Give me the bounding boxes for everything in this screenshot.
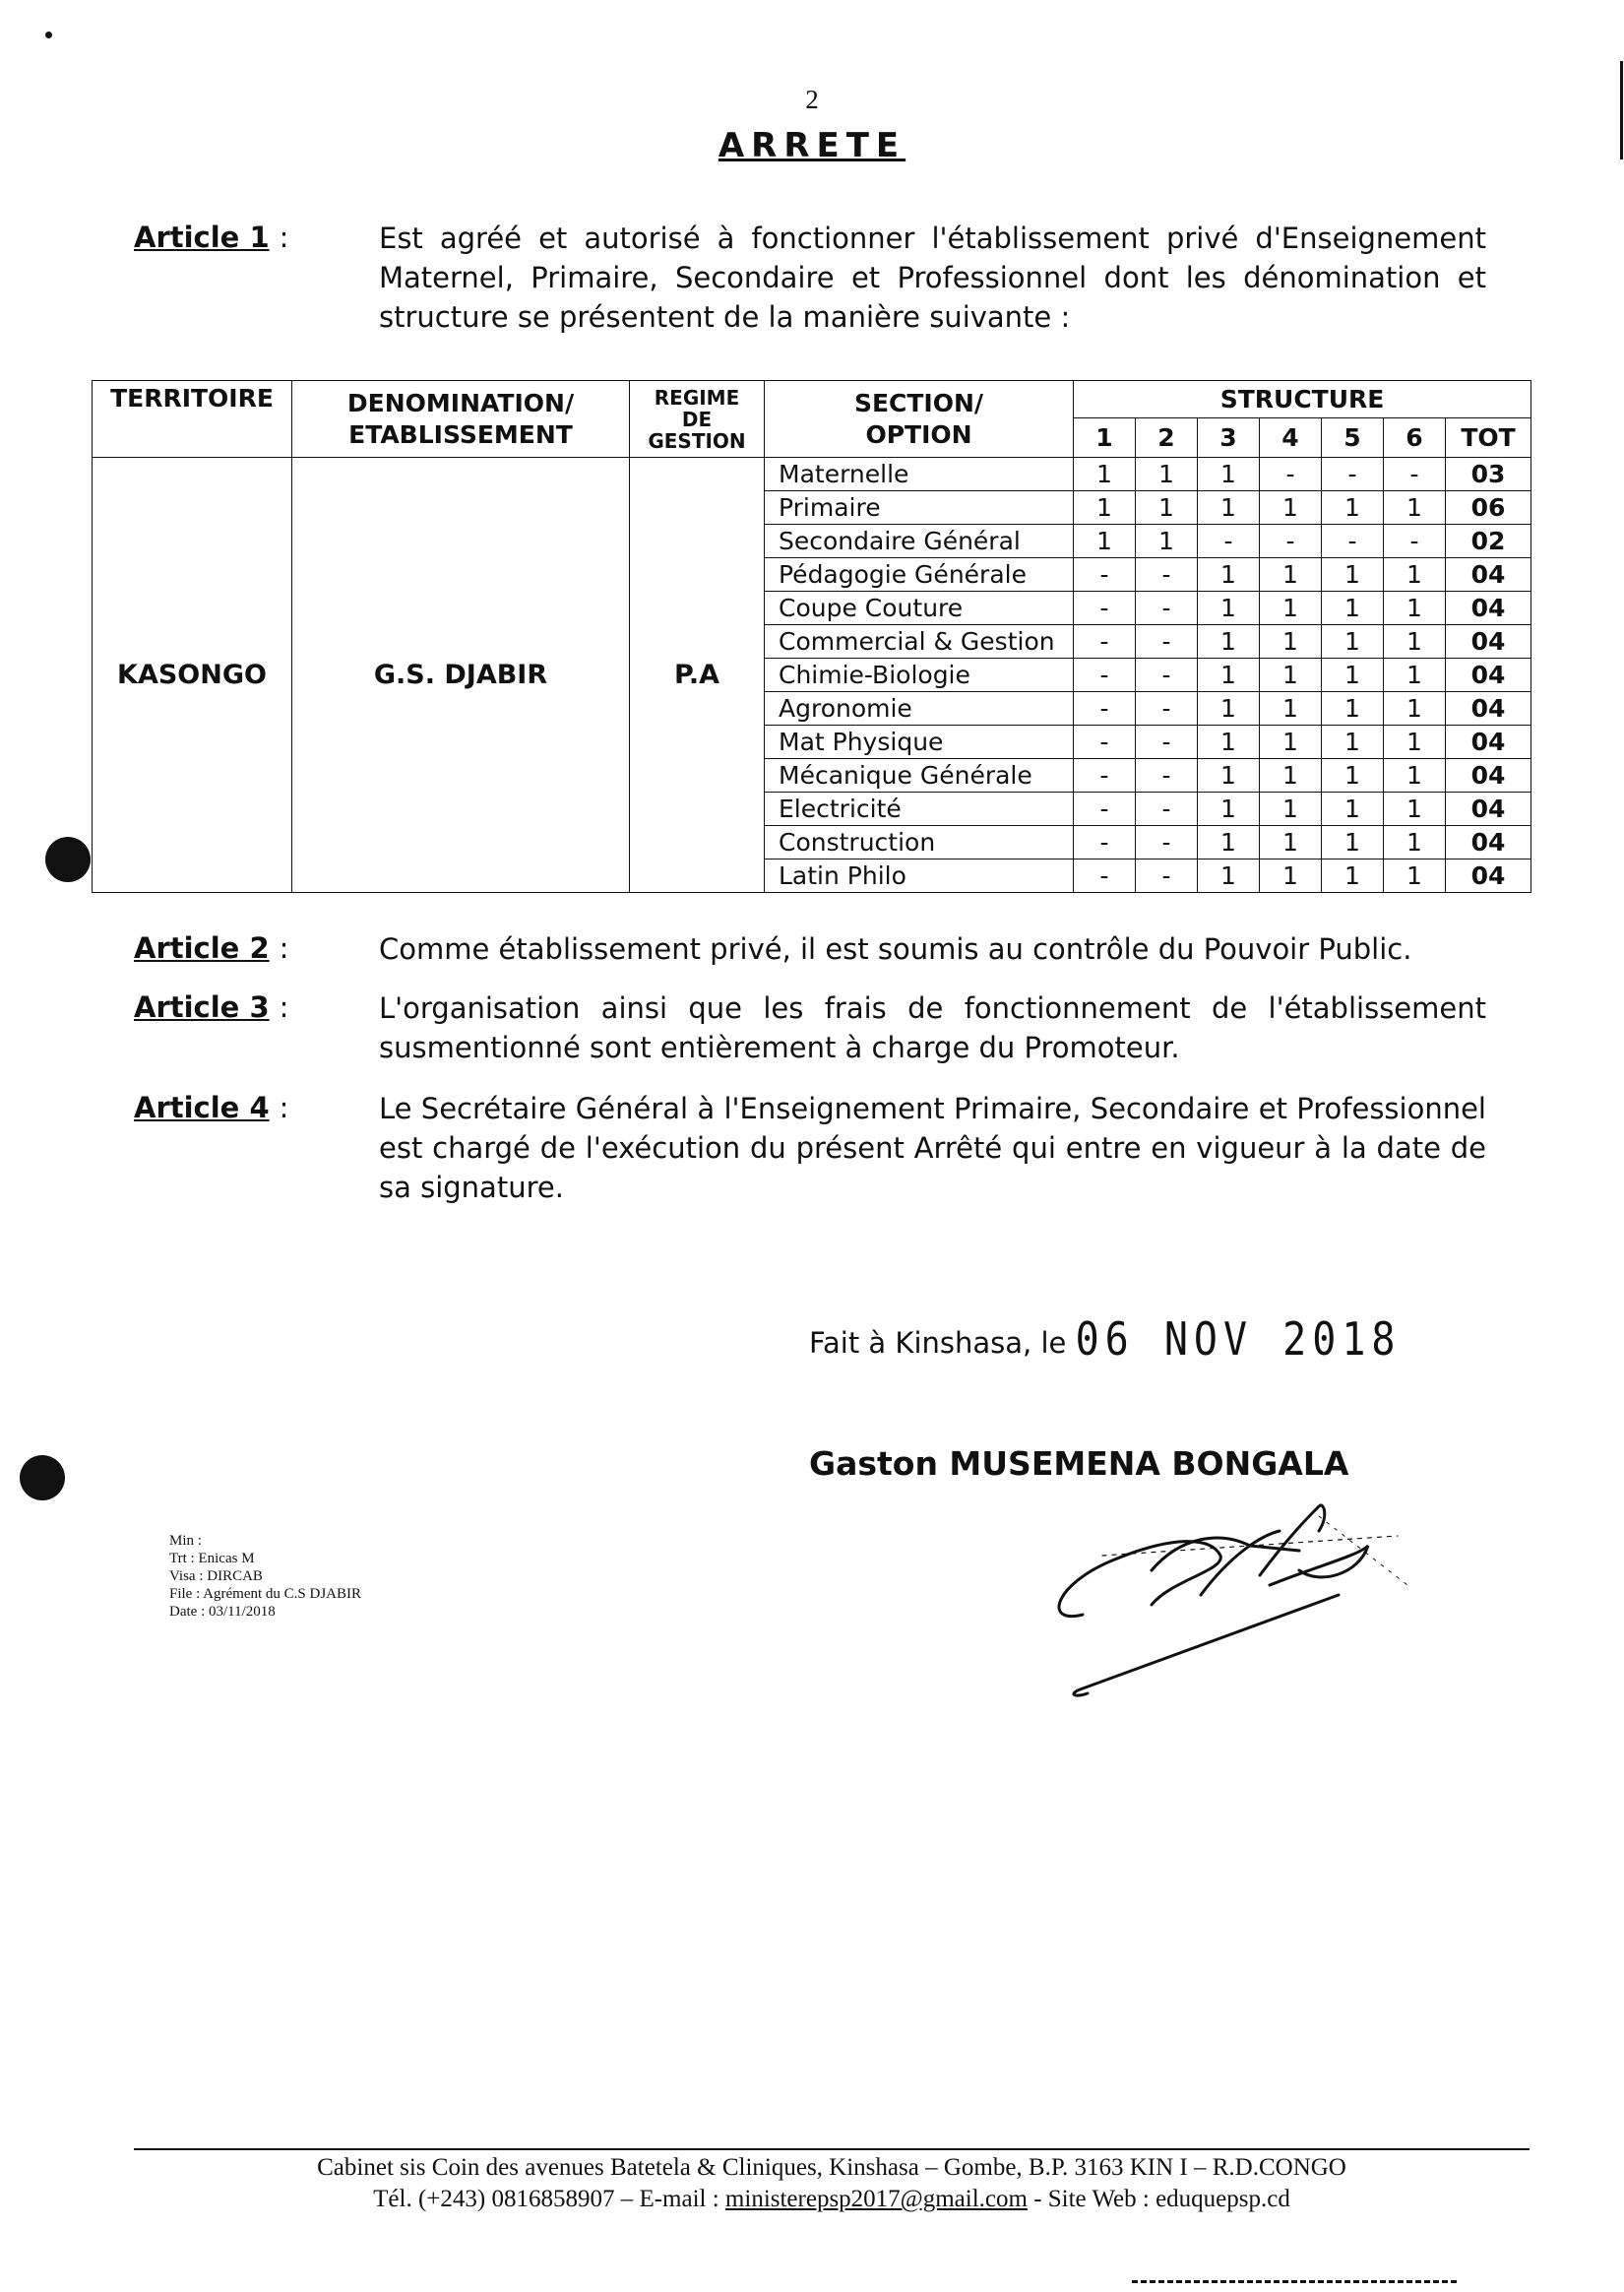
cell-section: Mécanique Générale — [765, 759, 1074, 793]
cell-year-1: 1 — [1074, 458, 1136, 491]
handwritten-signature — [1024, 1477, 1437, 1713]
cell-year-4: - — [1260, 458, 1322, 491]
cell-year-4: 1 — [1260, 625, 1322, 659]
cell-year-5: 1 — [1322, 592, 1384, 625]
cell-section: Commercial & Gestion — [765, 625, 1074, 659]
cell-year-2: 1 — [1136, 458, 1198, 491]
cell-year-6: 1 — [1384, 558, 1446, 592]
cell-section: Secondaire Général — [765, 525, 1074, 558]
signer-name: Gaston MUSEMENA BONGALA — [809, 1444, 1349, 1483]
cell-year-6: 1 — [1384, 592, 1446, 625]
header-regime-line1: REGIME — [654, 385, 740, 410]
cell-total: 04 — [1446, 692, 1531, 726]
ref-visa: Visa : DIRCAB — [169, 1568, 263, 1584]
cell-year-4: 1 — [1260, 793, 1322, 826]
cell-year-1: - — [1074, 759, 1136, 793]
cell-year-6: 1 — [1384, 625, 1446, 659]
cell-year-6: - — [1384, 525, 1446, 558]
cell-year-2: 1 — [1136, 491, 1198, 525]
speck-mark — [45, 32, 52, 38]
cell-total: 04 — [1446, 860, 1531, 893]
cell-year-1: 1 — [1074, 525, 1136, 558]
cell-territoire: KASONGO — [93, 458, 292, 893]
cell-year-3: 1 — [1198, 491, 1260, 525]
cell-year-5: 1 — [1322, 759, 1384, 793]
cell-year-5: 1 — [1322, 726, 1384, 759]
cell-year-6: 1 — [1384, 860, 1446, 893]
header-regime — [630, 381, 765, 458]
ref-min: Min : — [169, 1533, 202, 1549]
header-regime-line3: GESTION — [648, 428, 746, 453]
article-2-text: Comme établissement privé, il est soumis au contrôle du Pouvoir Public. — [379, 932, 1412, 966]
article-4-text: Le Secrétaire Général à l'Enseignement Primaire, Secondaire et Professionnel est chargé de l'exécution du présent Arrêté qui entre en vigueur à la date de sa signature. — [379, 1092, 1486, 1204]
header-col-5: 5 — [1322, 418, 1384, 458]
cell-total: 04 — [1446, 793, 1531, 826]
cell-year-3: 1 — [1198, 592, 1260, 625]
footer-contact — [134, 2186, 1530, 2213]
header-section — [765, 381, 1074, 458]
footer-address: Cabinet sis Coin des avenues Batetela & Cliniques, Kinshasa – Gombe, B.P. 3163 KIN I – R.D.CONGO — [317, 2154, 1346, 2181]
cell-year-3: 1 — [1198, 458, 1260, 491]
place-date — [809, 1313, 1402, 1367]
article-3-text: L'organisation ainsi que les frais de fonctionnement de l'établissement susmentionné sont entièrement à charge du Promoteur. — [379, 991, 1486, 1064]
cell-section: Latin Philo — [765, 860, 1074, 893]
cell-regime: P.A — [630, 458, 765, 893]
ref-trt: Trt : Enicas M — [169, 1551, 255, 1566]
cell-total: 04 — [1446, 726, 1531, 759]
header-col-6: 6 — [1384, 418, 1446, 458]
cell-total: 04 — [1446, 826, 1531, 860]
cell-year-5: 1 — [1322, 860, 1384, 893]
footer-phone: Tél. (+243) 0816858907 – E-mail : — [373, 2186, 719, 2212]
cell-year-4: 1 — [1260, 491, 1322, 525]
cell-year-1: - — [1074, 625, 1136, 659]
cell-year-2: 1 — [1136, 525, 1198, 558]
cell-section: Agronomie — [765, 692, 1074, 726]
footer-rule — [134, 2148, 1530, 2150]
cell-total: 04 — [1446, 659, 1531, 692]
cell-year-3: - — [1198, 525, 1260, 558]
cell-year-1: - — [1074, 659, 1136, 692]
table-row — [93, 458, 1531, 491]
cell-year-2: - — [1136, 726, 1198, 759]
cell-year-1: - — [1074, 793, 1136, 826]
cell-year-5: - — [1322, 525, 1384, 558]
cell-year-3: 1 — [1198, 860, 1260, 893]
cell-year-5: 1 — [1322, 659, 1384, 692]
header-col-2: 2 — [1136, 418, 1198, 458]
cell-year-3: 1 — [1198, 692, 1260, 726]
cell-year-5: 1 — [1322, 558, 1384, 592]
footer-website: - Site Web : eduquepsp.cd — [1033, 2186, 1290, 2212]
cell-section: Coupe Couture — [765, 592, 1074, 625]
cell-total: 04 — [1446, 558, 1531, 592]
cell-year-2: - — [1136, 592, 1198, 625]
cell-year-6: 1 — [1384, 726, 1446, 759]
cell-year-2: - — [1136, 558, 1198, 592]
header-regime-line2: DE — [681, 407, 713, 431]
article-2-label: Article 2 : — [134, 931, 289, 965]
header-col-4: 4 — [1260, 418, 1322, 458]
header-col-1: 1 — [1074, 418, 1136, 458]
cell-total: 06 — [1446, 491, 1531, 525]
article-3-label: Article 3 : — [134, 990, 289, 1024]
place-prefix: Fait à Kinshasa, le — [809, 1326, 1067, 1360]
structure-table — [92, 380, 1531, 893]
cell-year-3: 1 — [1198, 659, 1260, 692]
cell-year-3: 1 — [1198, 726, 1260, 759]
cell-year-6: 1 — [1384, 793, 1446, 826]
cell-section: Maternelle — [765, 458, 1074, 491]
header-denomination-line1: DENOMINATION/ — [346, 388, 575, 417]
header-denomination-line2: ETABLISSEMENT — [348, 419, 573, 449]
cell-denomination: G.S. DJABIR — [292, 458, 630, 893]
cell-year-5: - — [1322, 458, 1384, 491]
cell-year-6: 1 — [1384, 826, 1446, 860]
cell-year-2: - — [1136, 826, 1198, 860]
cell-year-1: - — [1074, 726, 1136, 759]
punch-hole-mark — [20, 1455, 65, 1500]
cell-year-4: 1 — [1260, 860, 1322, 893]
cell-section: Construction — [765, 826, 1074, 860]
cell-year-4: 1 — [1260, 826, 1322, 860]
cell-year-4: 1 — [1260, 592, 1322, 625]
cell-year-2: - — [1136, 759, 1198, 793]
cell-year-3: 1 — [1198, 826, 1260, 860]
cell-year-1: - — [1074, 558, 1136, 592]
cell-section: Pédagogie Générale — [765, 558, 1074, 592]
cell-section: Primaire — [765, 491, 1074, 525]
cell-year-2: - — [1136, 692, 1198, 726]
date-stamp: 06 NOV 2018 — [1075, 1313, 1402, 1367]
header-section-line1: SECTION/ — [853, 388, 984, 417]
cell-year-2: - — [1136, 860, 1198, 893]
cell-year-6: - — [1384, 458, 1446, 491]
cell-year-1: 1 — [1074, 491, 1136, 525]
cell-year-1: - — [1074, 692, 1136, 726]
cell-year-5: 1 — [1322, 826, 1384, 860]
cell-year-3: 1 — [1198, 759, 1260, 793]
page-edge-mark — [1132, 2280, 1457, 2283]
article-1-label: Article 1 : — [134, 221, 289, 254]
cell-year-4: 1 — [1260, 692, 1322, 726]
cell-section: Mat Physique — [765, 726, 1074, 759]
document-title: ARRETE — [718, 126, 906, 165]
page-number: 2 — [805, 85, 819, 114]
cell-total: 04 — [1446, 759, 1531, 793]
article-4-label: Article 4 : — [134, 1091, 289, 1124]
cell-year-2: - — [1136, 625, 1198, 659]
cell-year-1: - — [1074, 860, 1136, 893]
cell-year-1: - — [1074, 826, 1136, 860]
cell-year-5: 1 — [1322, 491, 1384, 525]
cell-year-6: 1 — [1384, 692, 1446, 726]
cell-year-3: 1 — [1198, 625, 1260, 659]
cell-year-3: 1 — [1198, 793, 1260, 826]
cell-total: 02 — [1446, 525, 1531, 558]
header-denomination — [292, 381, 630, 458]
cell-year-3: 1 — [1198, 558, 1260, 592]
cell-year-6: 1 — [1384, 659, 1446, 692]
cell-year-2: - — [1136, 793, 1198, 826]
cell-section: Electricité — [765, 793, 1074, 826]
cell-year-4: - — [1260, 525, 1322, 558]
cell-year-4: 1 — [1260, 726, 1322, 759]
cell-section: Chimie-Biologie — [765, 659, 1074, 692]
article-1-text: Est agréé et autorisé à fonctionner l'établissement privé d'Enseignement Maternel, Primaire, Secondaire et Professionnel dont les dénomination et structure se présentent de la manière suivante : — [379, 222, 1486, 334]
header-col-tot: TOT — [1446, 418, 1531, 458]
margin-mark — [1620, 61, 1623, 159]
ref-date: Date : 03/11/2018 — [169, 1604, 276, 1620]
cell-total: 04 — [1446, 625, 1531, 659]
header-col-3: 3 — [1198, 418, 1260, 458]
ref-file: File : Agrément du C.S DJABIR — [169, 1586, 362, 1602]
footer-email-link[interactable]: ministerepsp2017@gmail.com — [724, 2186, 1028, 2212]
internal-references — [169, 1532, 361, 1621]
header-section-line2: OPTION — [865, 419, 972, 449]
cell-year-4: 1 — [1260, 659, 1322, 692]
cell-year-5: 1 — [1322, 793, 1384, 826]
punch-hole-mark — [45, 837, 91, 882]
cell-year-1: - — [1074, 592, 1136, 625]
header-territoire: TERRITOIRE — [93, 381, 292, 458]
cell-year-2: - — [1136, 659, 1198, 692]
cell-year-5: 1 — [1322, 692, 1384, 726]
cell-total: 03 — [1446, 458, 1531, 491]
cell-year-4: 1 — [1260, 759, 1322, 793]
cell-year-6: 1 — [1384, 759, 1446, 793]
cell-year-4: 1 — [1260, 558, 1322, 592]
cell-total: 04 — [1446, 592, 1531, 625]
cell-year-6: 1 — [1384, 491, 1446, 525]
header-structure: STRUCTURE — [1074, 381, 1531, 418]
cell-year-5: 1 — [1322, 625, 1384, 659]
